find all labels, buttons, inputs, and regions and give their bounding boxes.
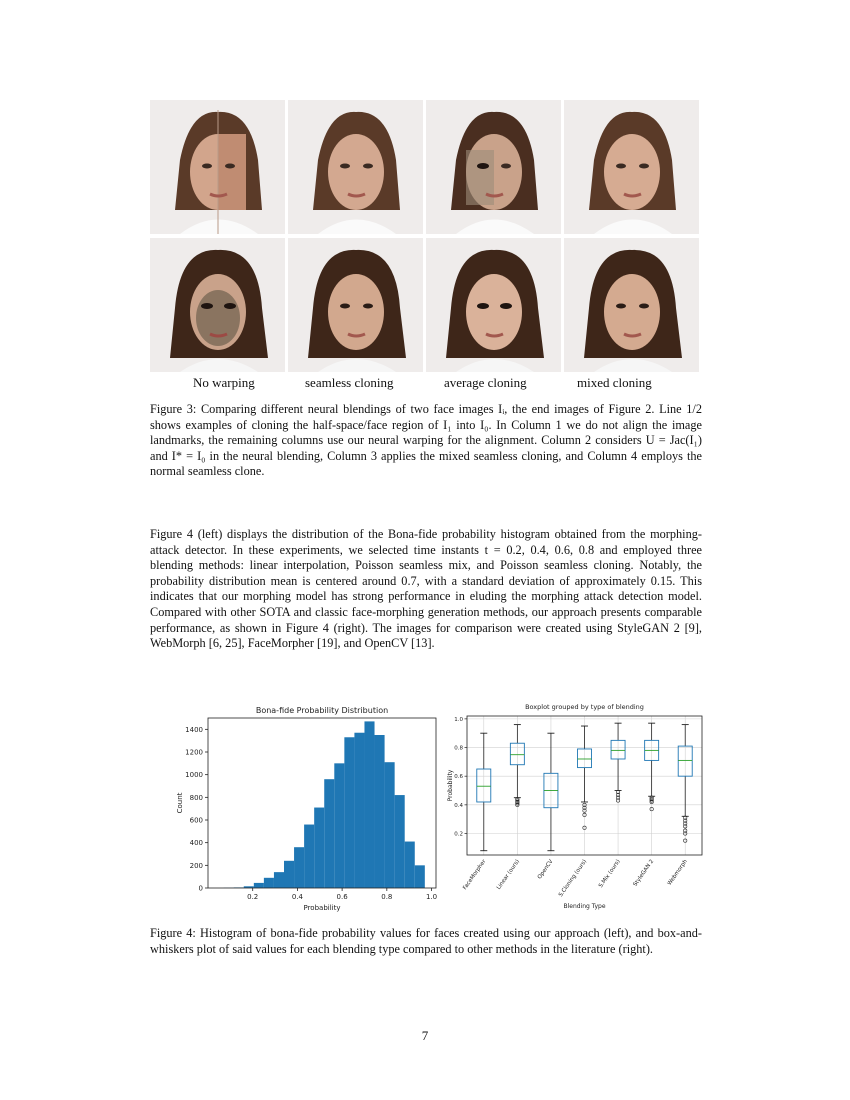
boxplot-title: Boxplot grouped by type of blending (525, 703, 644, 711)
face-image-row2-col2 (288, 238, 423, 372)
histogram-y-tick-label: 400 (189, 839, 203, 848)
body-paragraph: Figure 4 (left) displays the distribution of the Bona-fide probability histogram obtained from the morphing-attack detector. In these experiments, we selected time instants t = 0.2, 0.4, 0.6, 0.8 and employed three blending methods: linear interpolation, Poisson seamless mix, and Poisson seamless cloning. Notably, the probability distribution mean is centered around 0.7, with a standard deviation of approximately 0.15. This indicates that our morphing model has strong performance in eluding the morphing attack detection model. Compared with other SOTA and classic face-morphing generation methods, our approach presents comparable performance, as shown in Figure 4 (right). The images for comparison were created using StyleGAN 2 [9], WebMorph [6, 25], FaceMorpher [19], and OpenCV [13]. (150, 527, 702, 651)
histogram-x-tick-label: 0.4 (291, 893, 303, 901)
boxplot-x-tick-label: S.Mix (ours) (597, 858, 622, 890)
face-image-row1-col2 (288, 100, 423, 234)
boxplot-x-axis-label: Blending Type (563, 903, 606, 910)
column-label-average-cloning: average cloning (444, 375, 527, 390)
histogram-x-tick-label: 0.2 (247, 893, 259, 901)
histogram-x-tick-label: 0.6 (336, 893, 348, 901)
face-image-row2-col3 (426, 238, 561, 372)
histogram-bar (264, 878, 274, 888)
histogram-x-axis-label: Probability (303, 904, 341, 912)
histogram-bar (254, 883, 264, 888)
histogram-bar (385, 762, 395, 888)
boxplot-x-tick-label: Linear (ours) (495, 858, 521, 891)
histogram-y-tick-label: 200 (189, 861, 203, 870)
figure3-caption: Figure 3: Comparing different neural blendings of two face images Iᵢ, the end images of Figure 2. Line 1/2 shows examples of cloning the half-space/face region of I₁ into I₀. In Column 1 we do not align the image landmarks, the remaining columns use our neural warping for the alignment. Column 2 considers U = Jac(I₁) and I* = I₀ in the neural blending, Column 3 applies the mixed seamless cloning, and Column 4 employs the normal seamless clone. (150, 402, 702, 479)
boxplot-y-tick-label: 0.4 (454, 802, 463, 809)
histogram-bar (324, 779, 334, 888)
boxplot-x-tick-label: FaceMorpher (462, 858, 488, 892)
boxplot-x-tick-label: Webmorph (666, 858, 689, 887)
histogram-bar (344, 737, 354, 888)
boxplot-chart (445, 700, 705, 915)
histogram-bar (415, 865, 425, 888)
boxplot-y-tick-label: 0.2 (454, 831, 463, 838)
boxplot-y-axis-label: Probability (447, 769, 454, 802)
histogram-x-tick-label: 1.0 (425, 893, 438, 901)
face-image-row2-col4 (564, 238, 699, 372)
face-image-row1-col1 (150, 100, 285, 234)
histogram-y-tick-label: 1400 (185, 725, 203, 734)
figure4-caption: Figure 4: Histogram of bona-fide probability values for faces created using our approach (left), and box-and-whiskers plot of said values for each blending type compared to other methods in the literature (right). (150, 926, 702, 956)
histogram-bar (405, 842, 415, 888)
histogram-y-tick-label: 1000 (185, 771, 203, 780)
face-image-row2-col1 (150, 238, 285, 372)
histogram-x-tick-label: 0.8 (381, 893, 393, 901)
histogram-bar (304, 825, 314, 888)
histogram-bar (375, 735, 385, 888)
column-label-no-warping: No warping (193, 375, 255, 390)
histogram-y-tick-label: 600 (189, 816, 203, 825)
boxplot-x-tick-label: S.Cloning (ours) (557, 858, 589, 899)
boxplot-y-tick-label: 0.6 (454, 774, 463, 781)
face-image-row1-col3 (426, 100, 561, 234)
histogram-y-tick-label: 1200 (185, 748, 203, 757)
histogram-chart (170, 700, 440, 915)
column-label-seamless-cloning: seamless cloning (305, 375, 394, 390)
histogram-y-axis-label: Count (176, 792, 184, 814)
histogram-title: Bona-fide Probability Distribution (255, 706, 389, 715)
histogram-bar (395, 795, 405, 888)
histogram-bar (334, 763, 344, 888)
histogram-bar (294, 847, 304, 888)
histogram-y-tick-label: 800 (189, 793, 203, 802)
histogram-bar (314, 808, 324, 888)
histogram-bar (284, 861, 294, 888)
boxplot-y-tick-label: 1.0 (454, 716, 463, 723)
histogram-y-tick-label: 0 (198, 884, 203, 893)
column-label-mixed-cloning: mixed cloning (577, 375, 652, 390)
boxplot-x-tick-label: OpenCV (536, 858, 555, 881)
histogram-bar (364, 721, 374, 888)
boxplot-y-tick-label: 0.8 (454, 745, 463, 752)
face-image-row1-col4 (564, 100, 699, 234)
boxplot-x-tick-label: StyleGAN 2 (632, 858, 656, 888)
histogram-bar (274, 872, 284, 888)
page-number: 7 (421, 1028, 429, 1043)
histogram-bar (354, 733, 364, 888)
